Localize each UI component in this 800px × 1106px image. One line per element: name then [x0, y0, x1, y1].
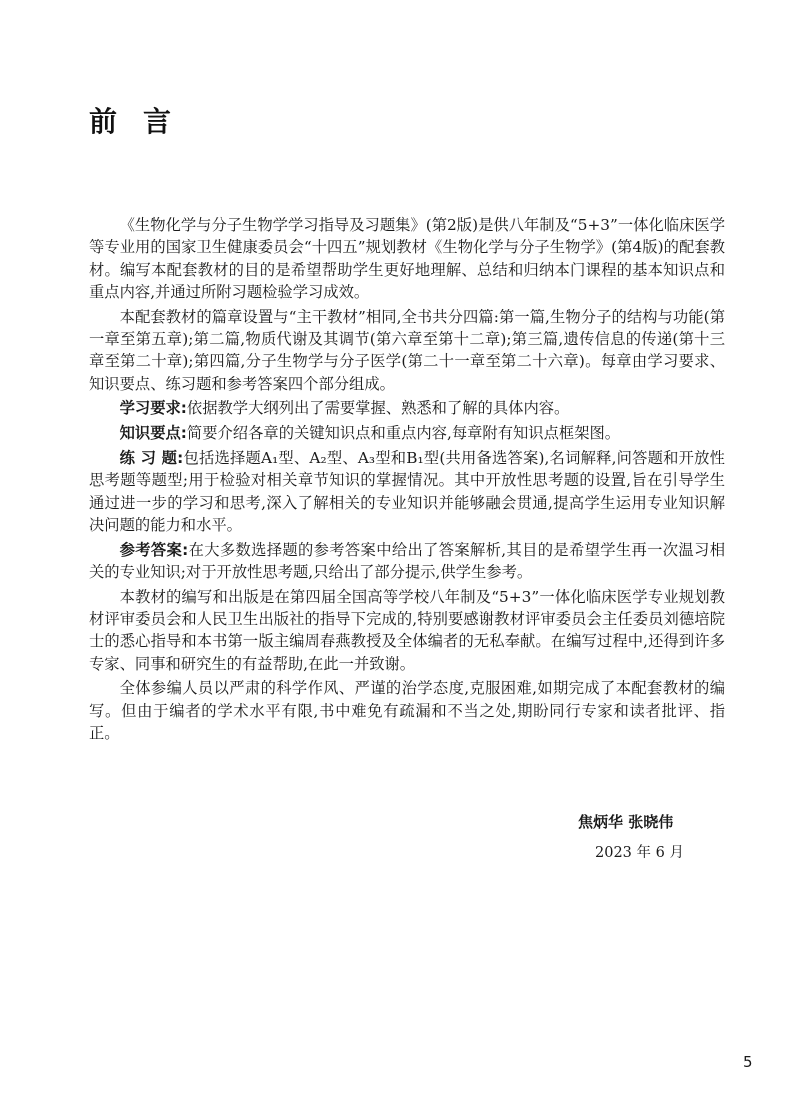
preface-body — [89, 214, 725, 747]
paragraph-lead: 参考答案: — [119, 540, 189, 559]
paragraph-text: 依据教学大纲列出了需要掌握、熟悉和了解的具体内容。 — [186, 399, 570, 418]
paragraph-answers — [89, 539, 725, 584]
paragraph-text: 简要介绍各章的关键知识点和重点内容,每章附有知识点框架图。 — [186, 424, 621, 443]
paragraph-knowledge-points — [89, 422, 725, 444]
paragraph-text: 在大多数选择题的参考答案中给出了答案解析,其目的是希望学生再一次温习相关的专业知识;对于开放性思考题,只给出了部分提示,供学生参考。 — [89, 540, 725, 581]
paragraph-learning-requirements — [89, 397, 725, 419]
preface-date: 2023 年 6 月 — [595, 845, 684, 861]
paragraph-text: 本配套教材的篇章设置与“主干教材”相同,全书共分四篇:第一篇,生物分子的结构与功能(第一章至第五章);第二篇,物质代谢及其调节(第六章至第十二章);第三篇,遗传信息的传递(第十三章至第二十章);第四篇,分子生物学与分子医学(第二十一章至第二十六章)。每章由学习要求、知识要点、练习题和参考答案四个部分组成。 — [89, 307, 725, 393]
paragraph-text: 《生物化学与分子生物学学习指导及习题集》(第2版)是供八年制及“5+3”一体化临床医学等专业用的国家卫生健康委员会“十四五”规划教材《生物化学与分子生物学》(第4版)的配套教材。编写本配套教材的目的是希望帮助学生更好地理解、总结和归纳本门课程的基本知识点和重点内容,并通过所附习题检验学习成效。 — [89, 216, 725, 301]
paragraph-text: 本教材的编写和出版是在第四届全国高等学校八年制及“5+3”一体化临床医学专业规划教材评审委员会和人民卫生出版社的指导下完成的,特别要感谢教材评审委员会主任委员刘德培院士的悉心指导和本书第一版主编周春燕教授及全体编者的无私奉献。在编写过程中,还得到许多专家、同事和研究生的有益帮助,在此一并致谢。 — [89, 587, 725, 673]
paragraph-lead: 练 习 题: — [119, 448, 184, 467]
paragraph-text: 包括选择题A₁型、A₂型、A₃型和B₁型(共用备选答案),名词解释,问答题和开放性思考题等题型;用于检验对相关章节知识的掌握情况。其中开放性思考题的设置,旨在引导学生通过进一步的学习和思考,深入了解相关的专业知识并能够融会贯通,提高学生运用专业知识解决问题的能力和水平。 — [89, 448, 725, 534]
paragraph-structure — [89, 306, 725, 395]
paragraph-acknowledgements — [89, 586, 725, 675]
page-title: 前言 — [89, 105, 198, 138]
paragraph-exercises — [89, 447, 725, 536]
paragraph-text: 全体参编人员以严肃的科学作风、严谨的治学态度,克服困难,如期完成了本配套教材的编写。但由于编者的学术水平有限,书中难免有疏漏和不当之处,期盼同行专家和读者批评、指正。 — [89, 679, 725, 743]
author-signature: 焦炳华 张晓伟 — [578, 813, 674, 831]
page-number: 5 — [743, 1053, 753, 1071]
paragraph-lead: 知识要点: — [119, 424, 187, 443]
paragraph-closing — [89, 677, 725, 744]
paragraph-intro — [89, 214, 725, 303]
paragraph-lead: 学习要求: — [119, 399, 187, 418]
